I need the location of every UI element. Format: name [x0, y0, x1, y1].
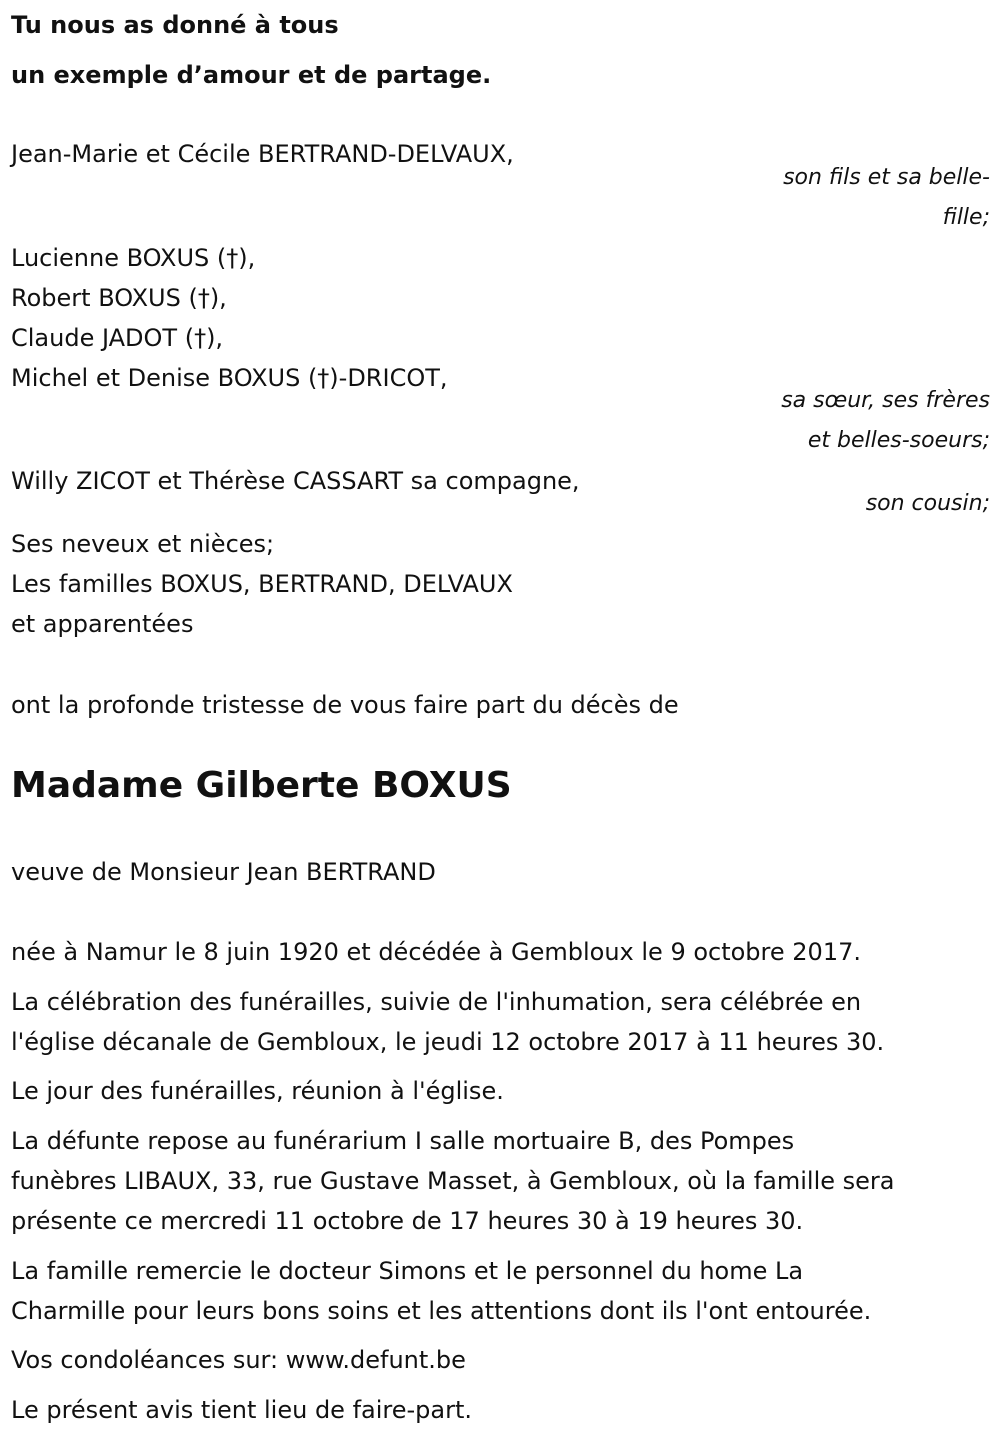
- cousin-relation: son cousin;: [865, 491, 990, 516]
- family-sibling-4: Michel et Denise BOXUS (†)-DRICOT,: [11, 364, 448, 392]
- siblings-relation-line-2: et belles-soeurs;: [807, 428, 990, 453]
- family-sibling-2: Robert BOXUS (†),: [11, 284, 227, 312]
- children-relation-line-1: son fils et sa belle-: [783, 165, 990, 190]
- rest-line-2: funèbres LIBAUX, 33, rue Gustave Masset, à Gembloux, où la famille sera: [11, 1167, 895, 1195]
- thanks-line-2: Charmille pour leurs bons soins et les attentions dont ils l'ont entourée.: [11, 1297, 872, 1325]
- siblings-relation-line-1: sa sœur, ses frères: [781, 388, 990, 413]
- children-relation-line-2: fille;: [942, 205, 990, 230]
- thanks-line-1: La famille remercie le docteur Simons et le personnel du home La: [11, 1257, 804, 1285]
- rest-line-3: présente ce mercredi 11 octobre de 17 heures 30 à 19 heures 30.: [11, 1207, 804, 1235]
- rest-line-1: La défunte repose au funérarium I salle mortuaire B, des Pompes: [11, 1127, 795, 1155]
- funeral-line-2: l'église décanale de Gembloux, le jeudi 12 octobre 2017 à 11 heures 30.: [11, 1028, 885, 1056]
- deceased-name: Madame Gilberte BOXUS: [11, 765, 512, 806]
- birth-death: née à Namur le 8 juin 1920 et décédée à Gembloux le 9 octobre 2017.: [11, 938, 861, 966]
- family-sibling-1: Lucienne BOXUS (†),: [11, 244, 256, 272]
- family-nephews: Ses neveux et nièces;: [11, 530, 275, 558]
- family-families-line-2: et apparentées: [11, 610, 194, 638]
- family-families-line-1: Les familles BOXUS, BERTRAND, DELVAUX: [11, 570, 513, 598]
- notice-statement: Le présent avis tient lieu de faire-part.: [11, 1396, 473, 1424]
- intro-line-1: Tu nous as donné à tous: [11, 11, 339, 39]
- funeral-line-1: La célébration des funérailles, suivie de l'inhumation, sera célébrée en: [11, 988, 862, 1016]
- family-children: Jean-Marie et Cécile BERTRAND-DELVAUX,: [11, 140, 514, 168]
- widow-of: veuve de Monsieur Jean BERTRAND: [11, 858, 436, 886]
- announcement: ont la profonde tristesse de vous faire part du décès de: [11, 691, 679, 719]
- family-sibling-3: Claude JADOT (†),: [11, 324, 224, 352]
- family-cousin: Willy ZICOT et Thérèse CASSART sa compagne,: [11, 467, 580, 495]
- condolences: Vos condoléances sur: www.defunt.be: [11, 1346, 466, 1374]
- meeting: Le jour des funérailles, réunion à l'église.: [11, 1077, 504, 1105]
- intro-line-2: un exemple d’amour et de partage.: [11, 61, 492, 89]
